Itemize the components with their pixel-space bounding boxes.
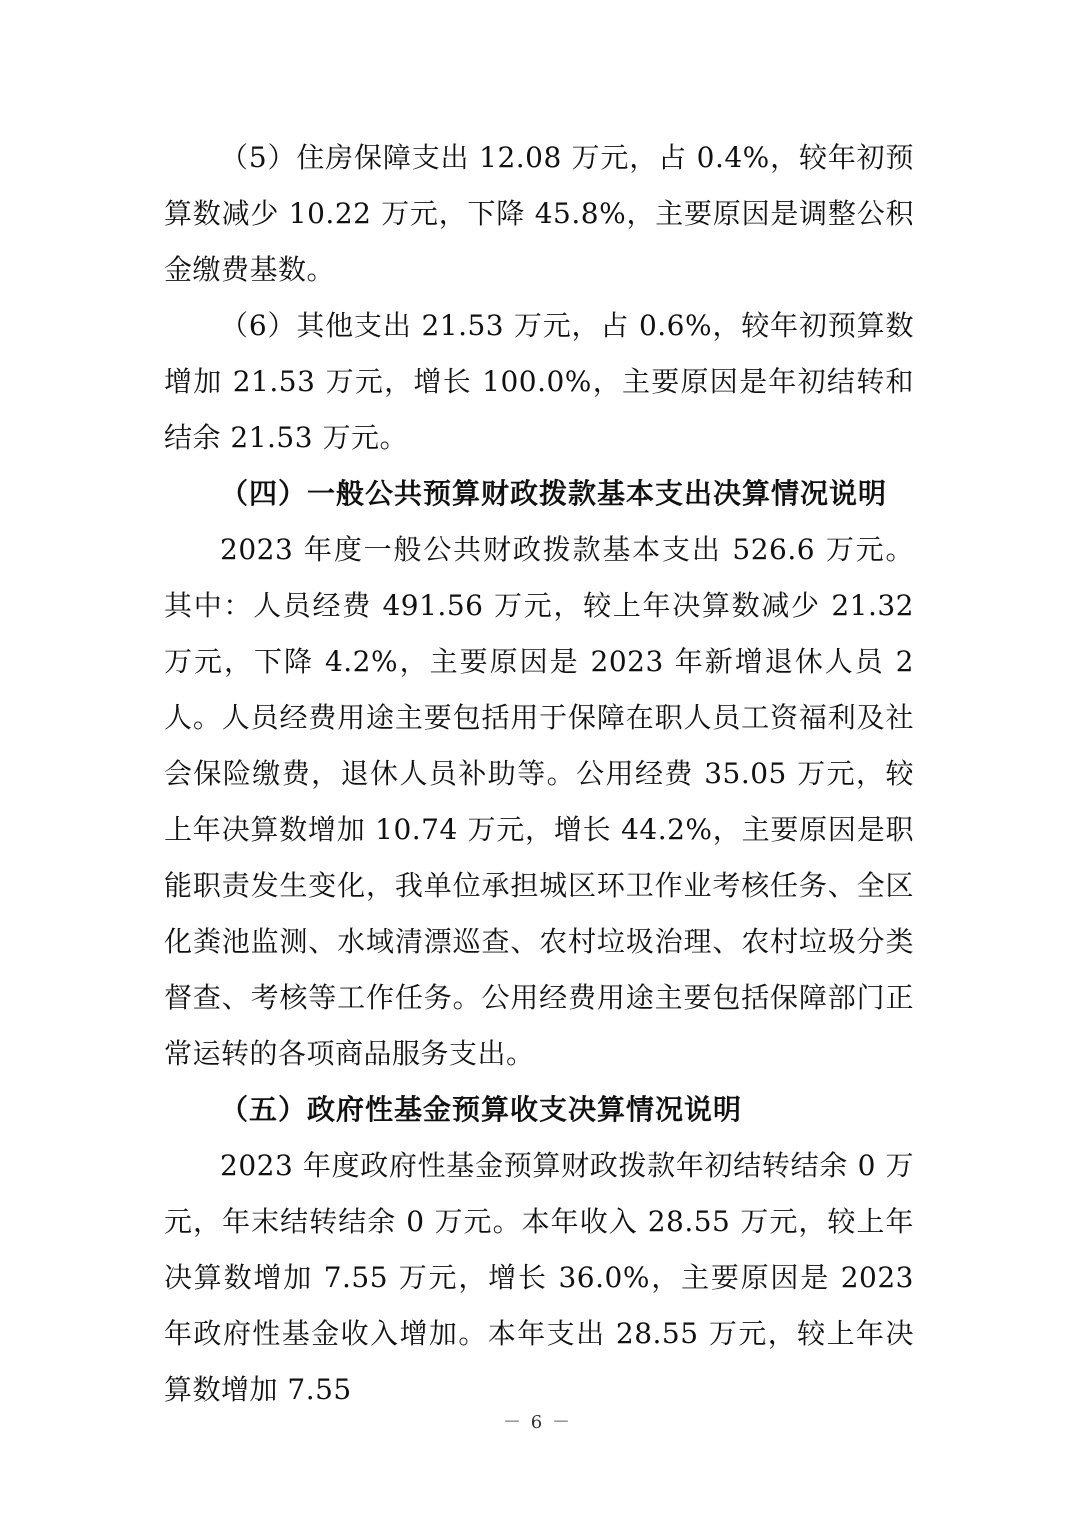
section-heading-government-fund: （五）政府性基金预算收支决算情况说明 (220, 1093, 743, 1126)
page-number: － 6 － (503, 1412, 572, 1433)
paragraph-housing-expenditure: （5）住房保障支出 12.08 万元，占 0.4%，较年初预算数减少 10.22 万元，下降 45.8%，主要原因是调整公积金缴费基数。 (164, 141, 914, 286)
paragraph-other-expenditure: （6）其他支出 21.53 万元，占 0.6%，较年初预算数增加 21.53 万元，增长 100.0%，主要原因是年初结转和结余 21.53 万元。 (164, 309, 914, 454)
paragraph-basic-expenditure: 2023 年度一般公共财政拨款基本支出 526.6 万元。其中：人员经费 491.56 万元，较上年决算数减少 21.32 万元，下降 4.2%，主要原因是 2023 年新增退休人员 2 人。人员经费用途主要包括用于保障在职人员工资福利及社会保险缴费，退休人员补助等。公用经费 35.05 万元，较上年决算数增加 10.74 万元，增长 44.2%，主要原因是职能职责发生变化，我单位承担城区环卫作业考核任务、全区化粪池监测、水域清漂巡查、农村垃圾治理、农村垃圾分类督查、考核等工作任务。公用经费用途主要包括保障部门正常运转的各项商品服务支出。 (164, 533, 914, 1070)
document-body (164, 130, 914, 1418)
section-heading-basic-expenditure: （四）一般公共预算财政拨款基本支出决算情况说明 (220, 477, 888, 510)
paragraph-government-fund: 2023 年度政府性基金预算财政拨款年初结转结余 0 万元，年末结转结余 0 万元。本年收入 28.55 万元，较上年决算数增加 7.55 万元，增长 36.0%，主要原因是 2023 年政府性基金收入增加。本年支出 28.55 万元，较上年决算数增加 7.55 (164, 1149, 914, 1406)
